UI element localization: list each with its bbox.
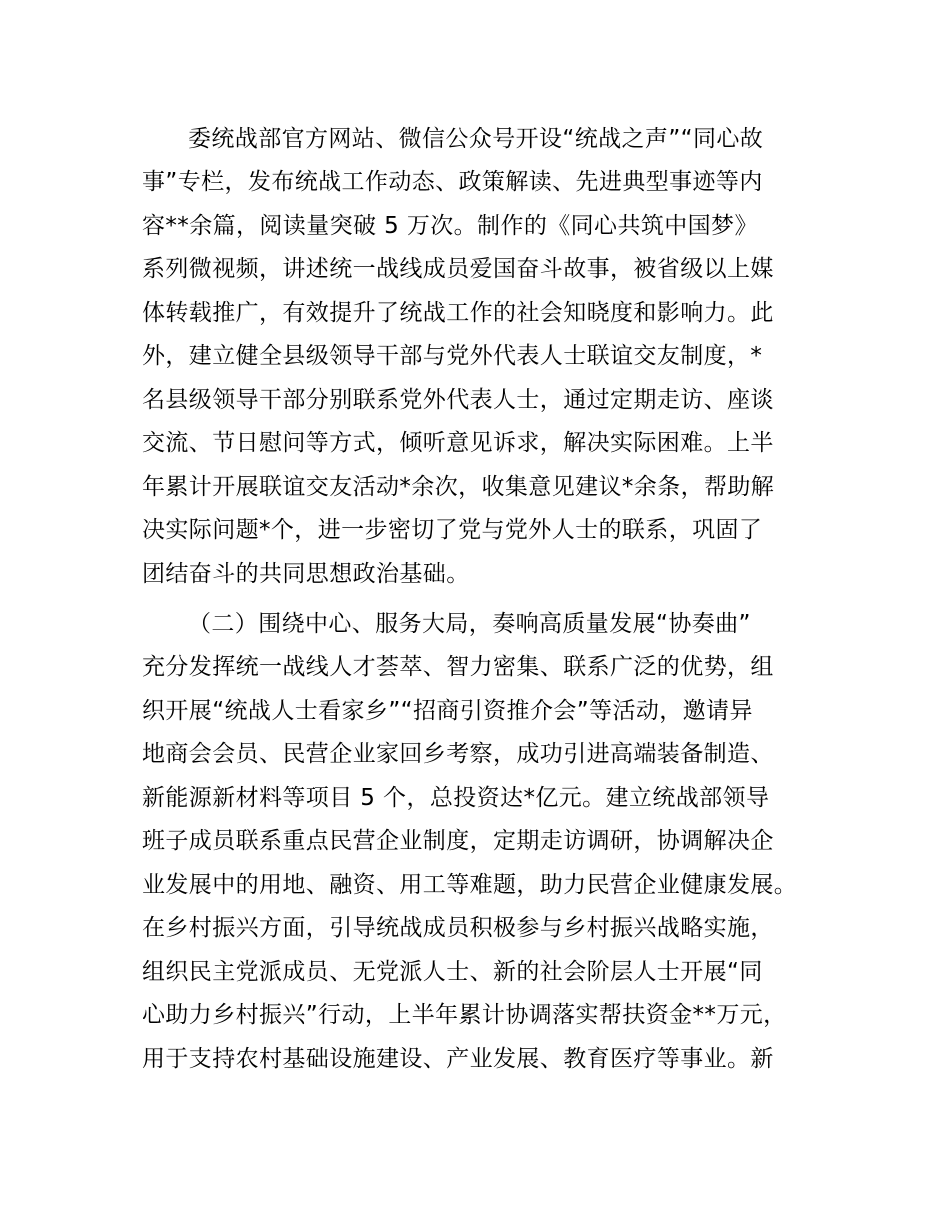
paragraph-line: 年累计开展联谊交友活动*余次，收集意见建议*余条，帮助解: [142, 474, 775, 500]
paragraph-line: 在乡村振兴方面，引导统战成员积极参与乡村振兴战略实施，: [142, 915, 774, 941]
paragraph-line: 事”专栏，发布统战工作动态、政策解读、先进典型事迹等内: [142, 169, 763, 195]
paragraph-line: 用于支持农村基础设施建设、产业发展、教育医疗等事业。新: [142, 1046, 774, 1072]
paragraph-line: 名县级领导干部分别联系党外代表人士，通过定期走访、座谈: [142, 387, 774, 413]
paragraph-line: 决实际问题*个，进一步密切了党与党外人士的联系，巩固了: [142, 517, 763, 543]
paragraph-line: 新能源新材料等项目 5 个，总投资达*亿元。建立统战部领导: [142, 785, 770, 811]
paragraph-line: 织开展“统战人士看家乡”“招商引资推介会”等活动，邀请异: [142, 698, 753, 724]
paragraph-line: 班子成员联系重点民营企业制度，定期走访调研，协调解决企: [142, 828, 774, 854]
paragraph-line: 体转载推广，有效提升了统战工作的社会知晓度和影响力。此: [142, 300, 774, 326]
paragraph-line: 外，建立健全县级领导干部与党外代表人士联谊交友制度，*: [142, 343, 763, 369]
paragraph-line: 组织民主党派成员、无党派人士、新的社会阶层人士开展“同: [142, 959, 763, 985]
paragraph-line: 系列微视频，讲述统一战线成员爱国奋斗故事，被省级以上媒: [142, 256, 774, 282]
paragraph-line: 业发展中的用地、融资、用工等难题，助力民营企业健康发展。: [142, 872, 798, 898]
paragraph-line: 充分发挥统一战线人才荟萃、智力密集、联系广泛的优势，组: [142, 654, 774, 680]
paragraph-line: 交流、节日慰问等方式，倾听意见诉求，解决实际困难。上半: [142, 430, 774, 456]
paragraph-line: 容**余篇，阅读量突破 5 万次。制作的《同心共筑中国梦》: [142, 213, 758, 239]
paragraph-line: 地商会会员、民营企业家回乡考察，成功引进高端装备制造、: [142, 741, 774, 767]
paragraph-line: 团结奋斗的共同思想政治基础。: [142, 561, 470, 587]
section-heading: （二）围绕中心、服务大局，奏响高质量发展“协奏曲”: [188, 611, 751, 637]
paragraph-line: 心助力乡村振兴”行动，上半年累计协调落实帮扶资金**万元，: [142, 1002, 787, 1028]
paragraph-line: 委统战部官方网站、微信公众号开设“统战之声”“同心故: [188, 126, 764, 152]
